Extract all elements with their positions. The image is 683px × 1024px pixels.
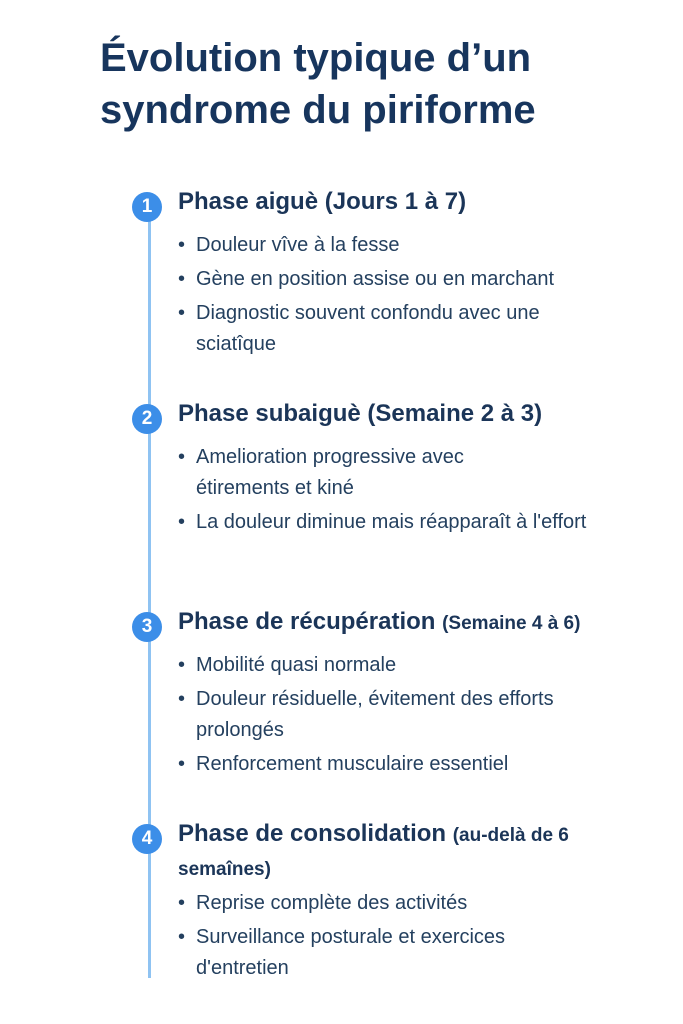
phase-bullet-item: • Douleur résiduelle, évitement des efforts prolongés [178,684,558,746]
phase-number-badge: 1 [132,192,162,222]
phase-bullet-item: • Douleur vîve à la fesse [178,230,648,261]
phase-title [178,398,648,432]
phase-bullet-item: • La douleur diminue mais réapparaît à l'effort [178,507,598,538]
phase-bullet-item: • Surveillance posturale et exercices d'entretien [178,922,568,984]
phase-title-extra: (au-delà de 6 semaînes) [178,825,569,880]
phase-number-badge: 4 [132,824,162,854]
phase-title-extra: (Semaine 4 à 6) [442,613,581,634]
phase-bullet-item: • Diagnostic souvent confondu avec une sciatîque [178,298,558,360]
phase-bullet-item: • Renforcement musculaire essentiel [178,749,648,780]
phase-bullet-list [178,442,648,541]
phase-title [178,186,648,220]
timeline-line [148,210,151,978]
phase-bullet-item: • Gène en position assise ou en marchant [178,264,648,295]
phase-title-main: Phase aiguè (Jours 1 à 7) [178,188,467,215]
phase-title [178,818,648,886]
phase-bullet-list [178,650,648,783]
phase-bullet-item: • Mobilité quasi normale [178,650,648,681]
phase-bullet-list [178,888,648,987]
phase-number-badge: 3 [132,612,162,642]
phase-bullet-item: • Amelioration progressive avec étirements et kiné [178,442,538,504]
phase-number-badge: 2 [132,404,162,434]
phase-title-main: Phase de récupération [178,608,436,635]
page-title: Évolution typique d’un syndrome du piriforme [100,36,536,132]
phase-title-main: Phase de consolidation [178,820,447,847]
phase-bullet-item: • Reprise complète des activités [178,888,648,919]
phase-title-main: Phase subaiguè (Semaine 2 à 3) [178,400,543,427]
phase-bullet-list [178,230,648,363]
phase-title [178,606,648,640]
